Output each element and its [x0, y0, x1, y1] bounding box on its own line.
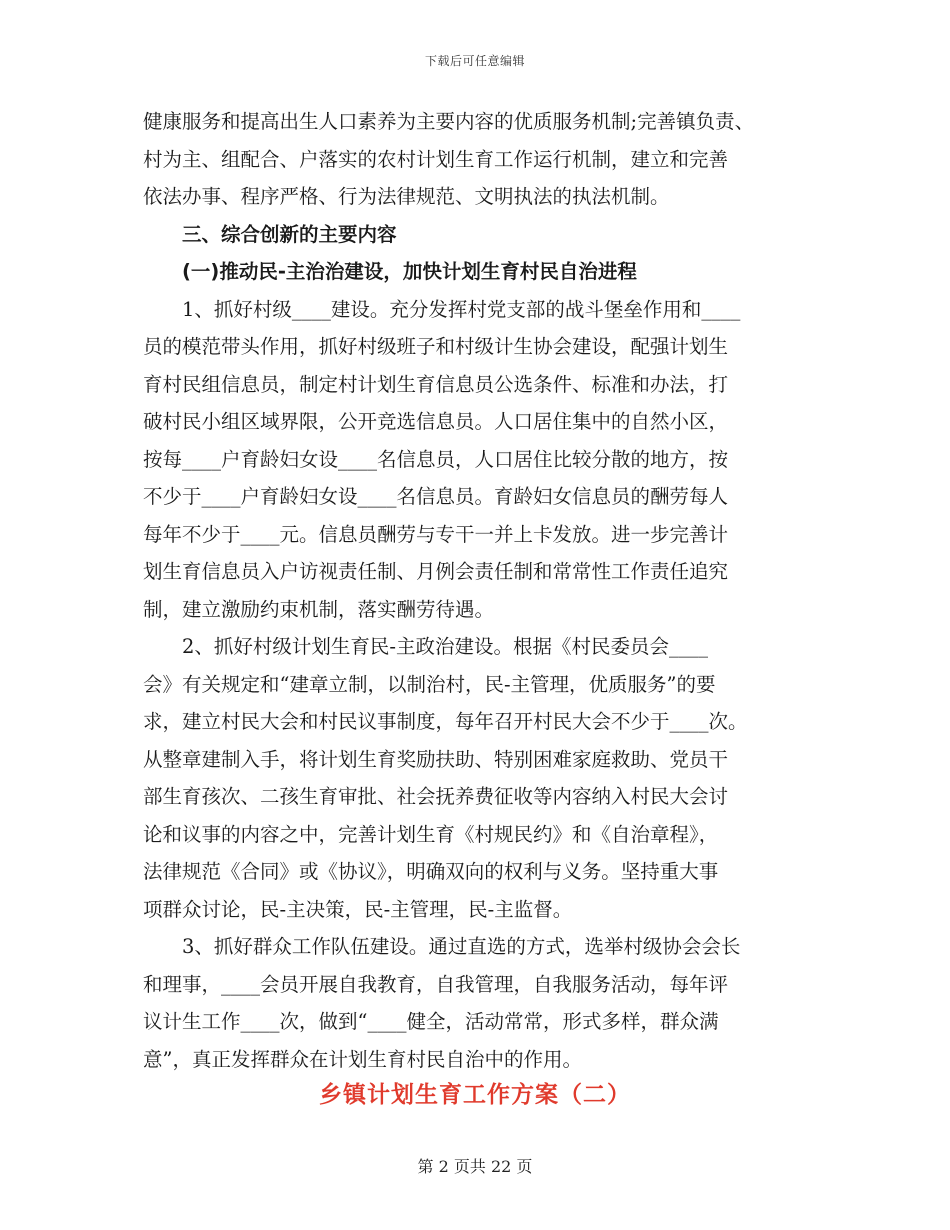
body-line: 议计生工作____次，做到“____健全，活动常常，形式多样，群众满: [143, 1010, 719, 1033]
paragraph-2-start: 2、抓好村级计划生育民-主政治建设。根据《村民委员会____: [182, 635, 708, 658]
body-line: 育村民组信息员，制定村计划生育信息员公选条件、标准和办法，打: [143, 372, 729, 396]
body-line: 村为主、组配合、户落实的农村计划生育工作运行机制，建立和完善: [143, 147, 729, 171]
paragraph-1-start: 1、抓好村级____建设。充分发挥村党支部的战斗堡垒作用和____: [182, 297, 741, 321]
section-title: 乡镇计划生育工作方案（二）: [319, 1082, 631, 1108]
page-header-note: 下载后可任意编辑: [424, 54, 525, 68]
body-line: 部生育孩次、二孩生育审批、社会抚养费征收等内容纳入村民大会讨: [143, 785, 729, 808]
body-line: 法律规范《合同》或《协议》，明确双向的权利与义务。坚持重大事: [143, 860, 719, 883]
body-line: 健康服务和提高出生人口素养为主要内容的优质服务机制;完善镇负责、: [143, 110, 755, 133]
body-line: 论和议事的内容之中，完善计划生育《村规民约》和《自治章程》，: [143, 822, 719, 846]
body-line: 和理事，____会员开展自我教育，自我管理，自我服务活动，每年评: [143, 972, 729, 996]
body-line: 求，建立村民大会和村民议事制度，每年召开村民大会不少于____次。: [143, 710, 748, 733]
subsection-heading: (一)推动民-主治治建设，加快计划生育村民自治进程: [182, 260, 637, 283]
body-line: 会》有关规定和“建章立制，以制治村，民-主管理，优质服务”的要: [143, 672, 716, 696]
document-body: [143, 103, 813, 1078]
body-line: 意”，真正发挥群众在计划生育村民自治中的作用。: [143, 1047, 582, 1071]
body-line: 项群众讨论，民-主决策，民-主管理，民-主监督。: [143, 897, 573, 921]
body-line: 从整章建制入手，将计划生育奖励扶助、特别困难家庭救助、党员干: [143, 747, 729, 771]
body-line: 按每____户育龄妇女设____名信息员，人口居住比较分散的地方，按: [143, 447, 729, 471]
paragraph-3-start: 3、抓好群众工作队伍建设。通过直选的方式，选举村级协会会长: [182, 935, 741, 958]
body-line: 每年不少于____元。信息员酬劳与专干一并上卡发放。进一步完善计: [143, 522, 729, 546]
body-line: 制，建立激励约束机制，落实酬劳待遇。: [143, 597, 495, 621]
body-line: 依法办事、程序严格、行为法律规范、文明执法的执法机制。: [143, 185, 670, 208]
body-line: 不少于____户育龄妇女设____名信息员。育龄妇女信息员的酬劳每人: [143, 485, 729, 508]
body-line: 破村民小组区域界限，公开竞选信息员。人口居住集中的自然小区，: [143, 410, 729, 433]
body-line: 划生育信息员入户访视责任制、月例会责任制和常常性工作责任追究: [143, 560, 729, 583]
body-line: 员的模范带头作用，抓好村级班子和村级计生协会建设，配强计划生: [143, 335, 729, 358]
section-heading: 三、综合创新的主要内容: [182, 222, 397, 246]
page-number: 第 2 页共 22 页: [417, 1157, 533, 1176]
